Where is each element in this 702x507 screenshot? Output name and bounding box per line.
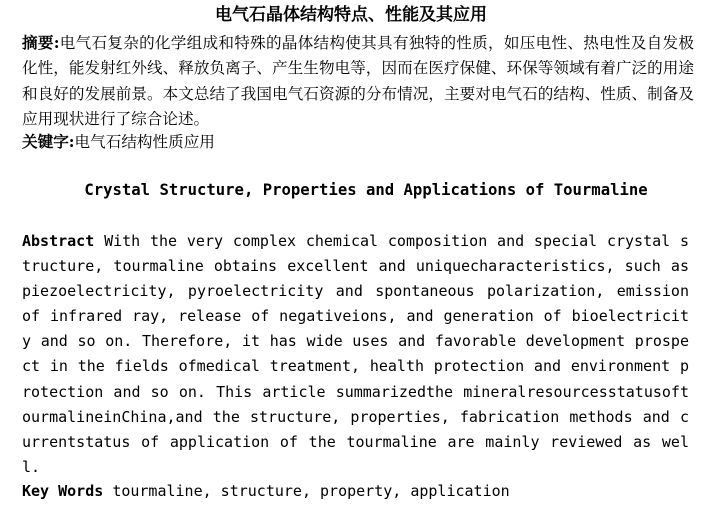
chinese-abstract	[22, 30, 694, 132]
chinese-keywords-label: 关键字:	[22, 132, 75, 151]
english-abstract-label: Abstract	[22, 232, 95, 250]
english-abstract	[22, 229, 689, 480]
chinese-keywords	[22, 129, 694, 155]
chinese-abstract-text: 电气石复杂的化学组成和特殊的晶体结构使其具有独特的性质，如压电性、热电性及自发极化性，能发射红外线、释放负离子、产生生物电等，因而在医疗保健、环保等领域有着广泛的用途和良好的发展前景。本文总结了我国电气石资源的分布情况，主要对电气石的结构、性质、制备及应用现状进行了综合论述。	[22, 34, 694, 128]
chinese-abstract-label: 摘要:	[22, 33, 60, 52]
english-keywords-text: tourmaline, structure, property, application	[112, 482, 510, 500]
english-title: Crystal Structure, Properties and Applications of Tourmaline	[84, 181, 648, 199]
english-keywords	[22, 479, 694, 504]
chinese-keywords-text: 电气石结构性质应用	[74, 133, 215, 151]
english-keywords-label: Key Words	[22, 482, 104, 500]
chinese-title: 电气石晶体结构特点、性能及其应用	[215, 5, 487, 25]
english-abstract-text: With the very complex chemical composition and special crystal structure, tourmaline obtains excellent and uniquecharacteristics, such aspiezoelectricity, pyroelectricity and spontaneous polarization, emission of infrared ray, release of negativeions, and generation of bioelectricity and so on. Therefore, it has wide uses and favorable development prospect in the fields ofmedical treatment, health protection and environment protection and so on. This article summarizedthe mineralresourcesstatusoftourmalineinChina,and the structure, properties, fabrication methods and currentstatus of application of the tourmaline are mainly reviewed as well.	[22, 232, 690, 476]
